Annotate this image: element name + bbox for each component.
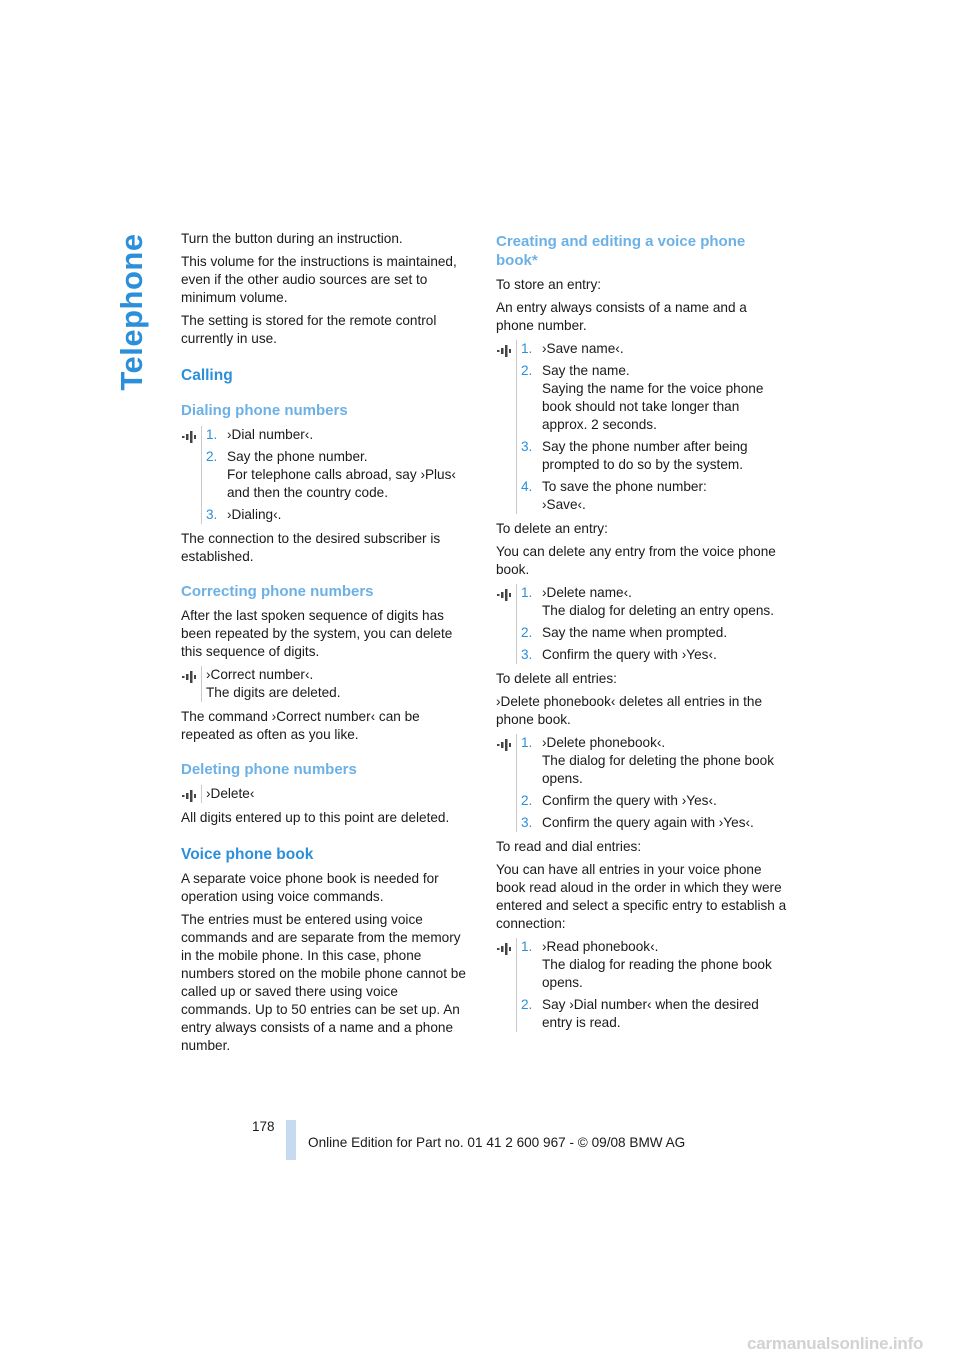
voice-command-icon xyxy=(181,430,197,444)
voice-command-block xyxy=(181,785,469,803)
step-item xyxy=(521,624,788,642)
voice-command-icon xyxy=(496,942,512,956)
voice-command-icon xyxy=(181,670,197,684)
calling-heading: Calling xyxy=(181,367,233,384)
step-number: 1. xyxy=(206,427,218,442)
step-text: Say the phone number after being prompted to do so by the system. xyxy=(542,439,748,472)
store-label: To store an entry: xyxy=(496,277,602,292)
read-label: To read and dial entries: xyxy=(496,839,642,854)
step-item xyxy=(521,340,788,358)
step-text: ›Dialing‹. xyxy=(227,507,282,522)
step-item xyxy=(206,506,469,524)
voice-command-block xyxy=(181,426,469,524)
step-item xyxy=(521,792,788,810)
step-subtext: For telephone calls abroad, say ›Plus‹ and then the country code. xyxy=(227,467,456,500)
intro-paragraph: Turn the button during an instruction. xyxy=(181,231,403,246)
deleting-heading: Deleting phone numbers xyxy=(181,761,357,778)
footer-bar xyxy=(286,1120,296,1160)
step-text: ›Dial number‹. xyxy=(227,427,314,442)
command-label: ›Correct number‹. xyxy=(206,667,314,682)
step-text: To save the phone number: xyxy=(542,479,707,494)
step-item xyxy=(521,996,788,1032)
voice-command-bar xyxy=(201,666,202,702)
step-item xyxy=(206,426,469,444)
step-item xyxy=(521,814,788,832)
step-number: 1. xyxy=(521,735,533,750)
correcting-text: After the last spoken sequence of digits has been repeated by the system, you can delete this sequence of digits. xyxy=(181,608,453,659)
step-item xyxy=(521,438,788,474)
read-text: You can have all entries in your voice phone book read aloud in the order in which they were entered and select a specific entry to establish a connection: xyxy=(496,862,787,931)
delete-text: You can delete any entry from the voice phone book. xyxy=(496,544,776,577)
step-item xyxy=(521,646,788,664)
voice-command-bar xyxy=(516,938,517,1032)
store-text: An entry always consists of a name and a phone number. xyxy=(496,300,747,333)
step-number: 3. xyxy=(521,647,533,662)
voice-command-bar xyxy=(516,734,517,832)
voice-book-heading: Voice phone book xyxy=(181,846,314,863)
delete-label: To delete an entry: xyxy=(496,521,608,536)
step-text: Say the name when prompted. xyxy=(542,625,728,640)
correcting-heading: Correcting phone numbers xyxy=(181,583,374,600)
step-text: Say the name. xyxy=(542,363,630,378)
step-number: 2. xyxy=(521,363,533,378)
dialing-heading: Dialing phone numbers xyxy=(181,402,348,419)
step-number: 3. xyxy=(521,815,533,830)
step-number: 2. xyxy=(521,997,533,1012)
voice-command-block xyxy=(496,938,788,1032)
step-item xyxy=(521,478,788,514)
command-subtext: The digits are deleted. xyxy=(206,685,341,700)
delete-all-text: ›Delete phonebook‹ deletes all entries in the phone book. xyxy=(496,694,763,727)
step-subtext: The dialog for deleting an entry opens. xyxy=(542,603,775,618)
voice-command-icon xyxy=(181,789,197,803)
step-text: ›Delete name‹. xyxy=(542,585,632,600)
dialing-after: The connection to the desired subscriber is established. xyxy=(181,531,441,564)
voice-command-bar xyxy=(516,584,517,664)
step-item xyxy=(521,584,788,620)
voice-command-block xyxy=(496,340,788,514)
voice-command-icon xyxy=(496,344,512,358)
step-text: Say the phone number. xyxy=(227,449,368,464)
voice-book-paragraph: The entries must be entered using voice commands and are separate from the memory in the mobile phone. In this case, phone numbers stored on the mobile phone cannot be called up or saved there using voice commands. Up to 50 entries can be set up. An entry always consists of a name and a phone number. xyxy=(181,912,466,1053)
voice-command-block xyxy=(181,666,469,702)
delete-all-label: To delete all entries: xyxy=(496,671,617,686)
step-number: 2. xyxy=(521,625,533,640)
step-subtext: The dialog for deleting the phone book opens. xyxy=(542,753,775,786)
step-number: 1. xyxy=(521,939,533,954)
voice-command-bar xyxy=(516,340,517,514)
step-item xyxy=(521,938,788,992)
voice-command-icon xyxy=(496,588,512,602)
footer-edition: Online Edition for Part no. 01 41 2 600 967 - © 09/08 BMW AG xyxy=(308,1135,686,1150)
deleting-after: All digits entered up to this point are deleted. xyxy=(181,810,450,825)
step-subtext: Saying the name for the voice phone book should not take longer than approx. 2 seconds. xyxy=(542,381,764,432)
step-text: ›Read phonebook‹. xyxy=(542,939,659,954)
left-column xyxy=(181,230,469,1060)
step-text: Confirm the query with ›Yes‹. xyxy=(542,793,717,808)
step-number: 1. xyxy=(521,341,533,356)
voice-command-bar xyxy=(201,426,202,524)
watermark: carmanualsonline.info xyxy=(747,1334,924,1353)
right-column xyxy=(496,230,788,1038)
page-number: 178 xyxy=(252,1119,275,1134)
step-number: 3. xyxy=(206,507,218,522)
step-item xyxy=(206,448,469,502)
step-text: Say ›Dial number‹ when the desired entry is read. xyxy=(542,997,759,1030)
step-number: 4. xyxy=(521,479,533,494)
step-subtext: The dialog for reading the phone book opens. xyxy=(542,957,772,990)
step-number: 2. xyxy=(206,449,218,464)
voice-command-bar xyxy=(201,785,202,803)
step-number: 2. xyxy=(521,793,533,808)
voice-book-paragraph: A separate voice phone book is needed for operation using voice commands. xyxy=(181,871,439,904)
step-item xyxy=(521,734,788,788)
correcting-after: The command ›Correct number‹ can be repeated as often as you like. xyxy=(181,709,420,742)
voice-command-block xyxy=(496,734,788,832)
step-number: 3. xyxy=(521,439,533,454)
step-text: ›Delete phonebook‹. xyxy=(542,735,666,750)
intro-paragraph: This volume for the instructions is maintained, even if the other audio sources are set to minimum volume. xyxy=(181,254,457,305)
creating-heading: Creating and editing a voice phone book* xyxy=(496,233,746,269)
step-item xyxy=(521,362,788,434)
step-text: Confirm the query with ›Yes‹. xyxy=(542,647,717,662)
command-text: ›Delete‹ xyxy=(206,786,255,801)
step-number: 1. xyxy=(521,585,533,600)
side-title-text: Telephone xyxy=(114,233,149,391)
command-text xyxy=(206,666,469,702)
step-text: Confirm the query again with ›Yes‹. xyxy=(542,815,754,830)
step-subtext: ›Save‹. xyxy=(542,497,586,512)
side-title xyxy=(108,232,156,392)
step-text: ›Save name‹. xyxy=(542,341,624,356)
voice-command-block xyxy=(496,584,788,664)
voice-command-icon xyxy=(496,738,512,752)
intro-paragraph: The setting is stored for the remote control currently in use. xyxy=(181,313,437,346)
